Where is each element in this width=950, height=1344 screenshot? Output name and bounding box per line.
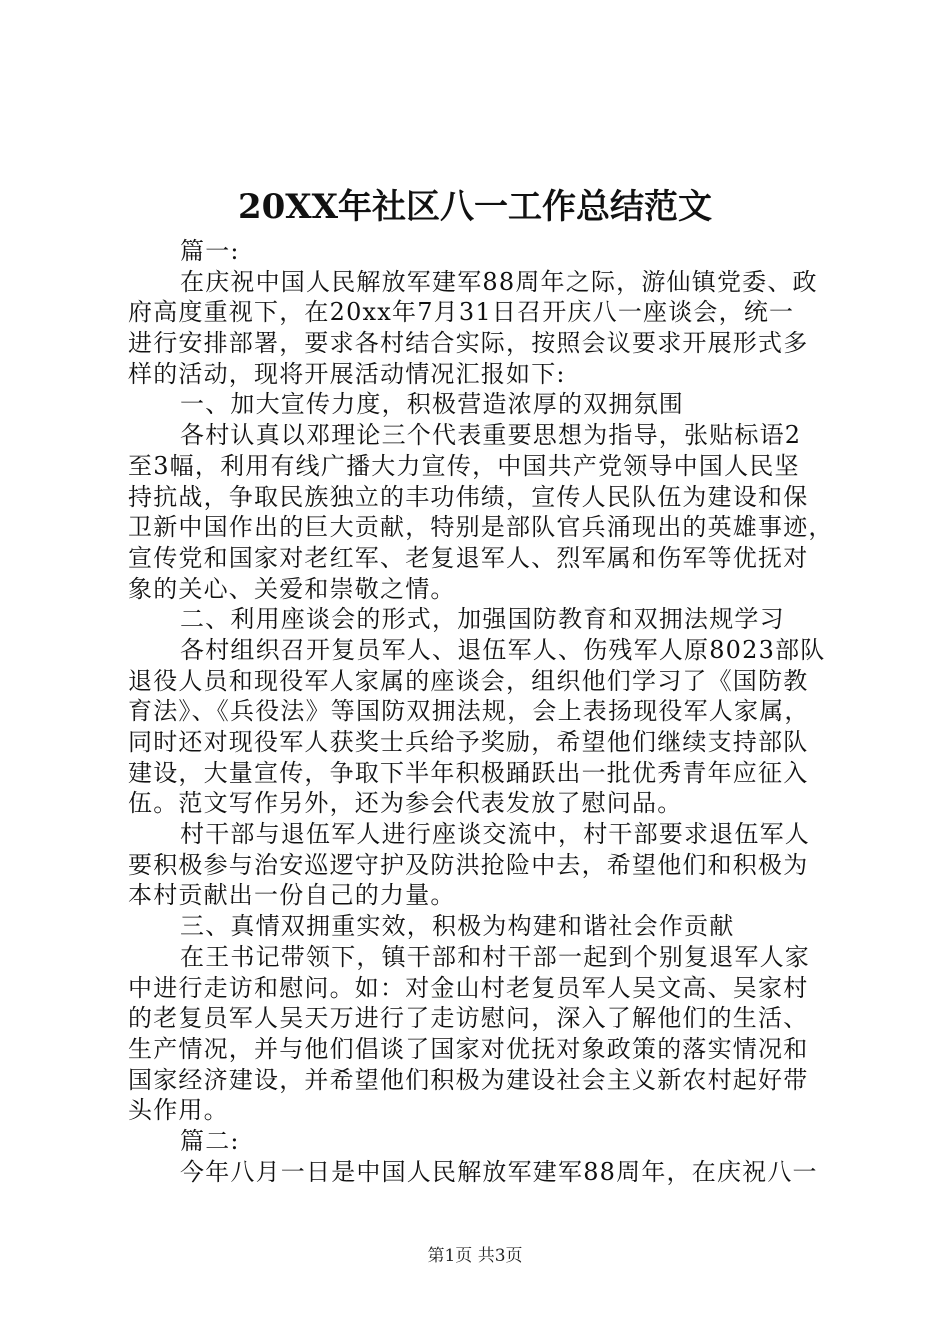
body-line: 二、利用座谈会的形式，加强国防教育和双拥法规学习 bbox=[180, 605, 785, 634]
body-line: 府高度重视下，在20xx年7月31日召开庆八一座谈会，统一 bbox=[128, 298, 795, 327]
document-title: 20XX年社区八一工作总结范文 bbox=[237, 187, 713, 227]
body-line: 三、真情双拥重实效，积极为构建和谐社会作贡献 bbox=[180, 912, 735, 941]
body-line: 伍。范文写作另外，还为参会代表发放了慰问品。 bbox=[128, 789, 683, 818]
body-line: 中进行走访和慰问。如：对金山村老复员军人吴文高、吴家村 bbox=[128, 973, 809, 1002]
body-line: 今年八月一日是中国人民解放军建军88周年，在庆祝八一 bbox=[180, 1157, 818, 1186]
body-line: 在庆祝中国人民解放军建军88周年之际，游仙镇党委、政 bbox=[180, 267, 818, 296]
body-line: 育法》、《兵役法》等国防双拥法规，会上表扬现役军人家属， bbox=[128, 697, 810, 726]
body-line: 同时还对现役军人获奖士兵给予奖励，希望他们继续支持部队 bbox=[128, 728, 809, 756]
body-line: 建设，大量宣传，争取下半年积极踊跃出一批优秀青年应征入 bbox=[128, 758, 809, 787]
body-line: 篇二: bbox=[180, 1126, 240, 1155]
body-line: 生产情况，并与他们倡谈了国家对优抚对象政策的落实情况和 bbox=[128, 1034, 809, 1063]
body-line: 进行安排部署，要求各村结合实际，按照会议要求开展形式多 bbox=[128, 329, 809, 358]
body-line: 退役人员和现役军人家属的座谈会，组织他们学习了《国防教 bbox=[128, 666, 809, 695]
body-line: 各村认真以邓理论三个代表重要思想为指导，张贴标语2 bbox=[180, 421, 802, 450]
body-line: 本村贡献出一份自己的力量。 bbox=[128, 881, 456, 910]
document-body bbox=[128, 236, 834, 1187]
body-line: 头作用。 bbox=[128, 1096, 229, 1125]
body-line: 在王书记带领下，镇干部和村干部一起到个别复退军人家 bbox=[180, 942, 810, 971]
body-line: 一、加大宣传力度，积极营造浓厚的双拥氛围 bbox=[180, 390, 684, 419]
body-line: 卫新中国作出的巨大贡献，特别是部队官兵涌现出的英雄事迹， bbox=[128, 513, 834, 542]
body-line: 的老复员军人吴天万进行了走访慰问，深入了解他们的生活、 bbox=[128, 1004, 809, 1033]
body-line: 象的关心、关爱和崇敬之情。 bbox=[128, 574, 456, 603]
body-line: 持抗战，争取民族独立的丰功伟绩，宣传人民队伍为建设和保 bbox=[128, 482, 809, 511]
body-line: 至3幅，利用有线广播大力宣传，中国共产党领导中国人民坚 bbox=[128, 451, 800, 480]
body-line: 篇一: bbox=[180, 237, 240, 265]
body-line: 村干部与退伍军人进行座谈交流中，村干部要求退伍军人 bbox=[180, 820, 810, 849]
body-line: 要积极参与治安巡逻守护及防洪抢险中去，希望他们和积极为 bbox=[128, 850, 809, 879]
body-line: 国家经济建设，并希望他们积极为建设社会主义新农村起好带 bbox=[128, 1065, 809, 1094]
body-line: 宣传党和国家对老红军、老复退军人、烈军属和伤军等优抚对 bbox=[128, 543, 809, 572]
body-line: 各村组织召开复员军人、退伍军人、伤残军人原8023部队 bbox=[180, 635, 826, 664]
body-line: 样的活动，现将开展活动情况汇报如下: bbox=[128, 359, 566, 388]
page-footer: 第1页 共3页 bbox=[427, 1246, 523, 1266]
